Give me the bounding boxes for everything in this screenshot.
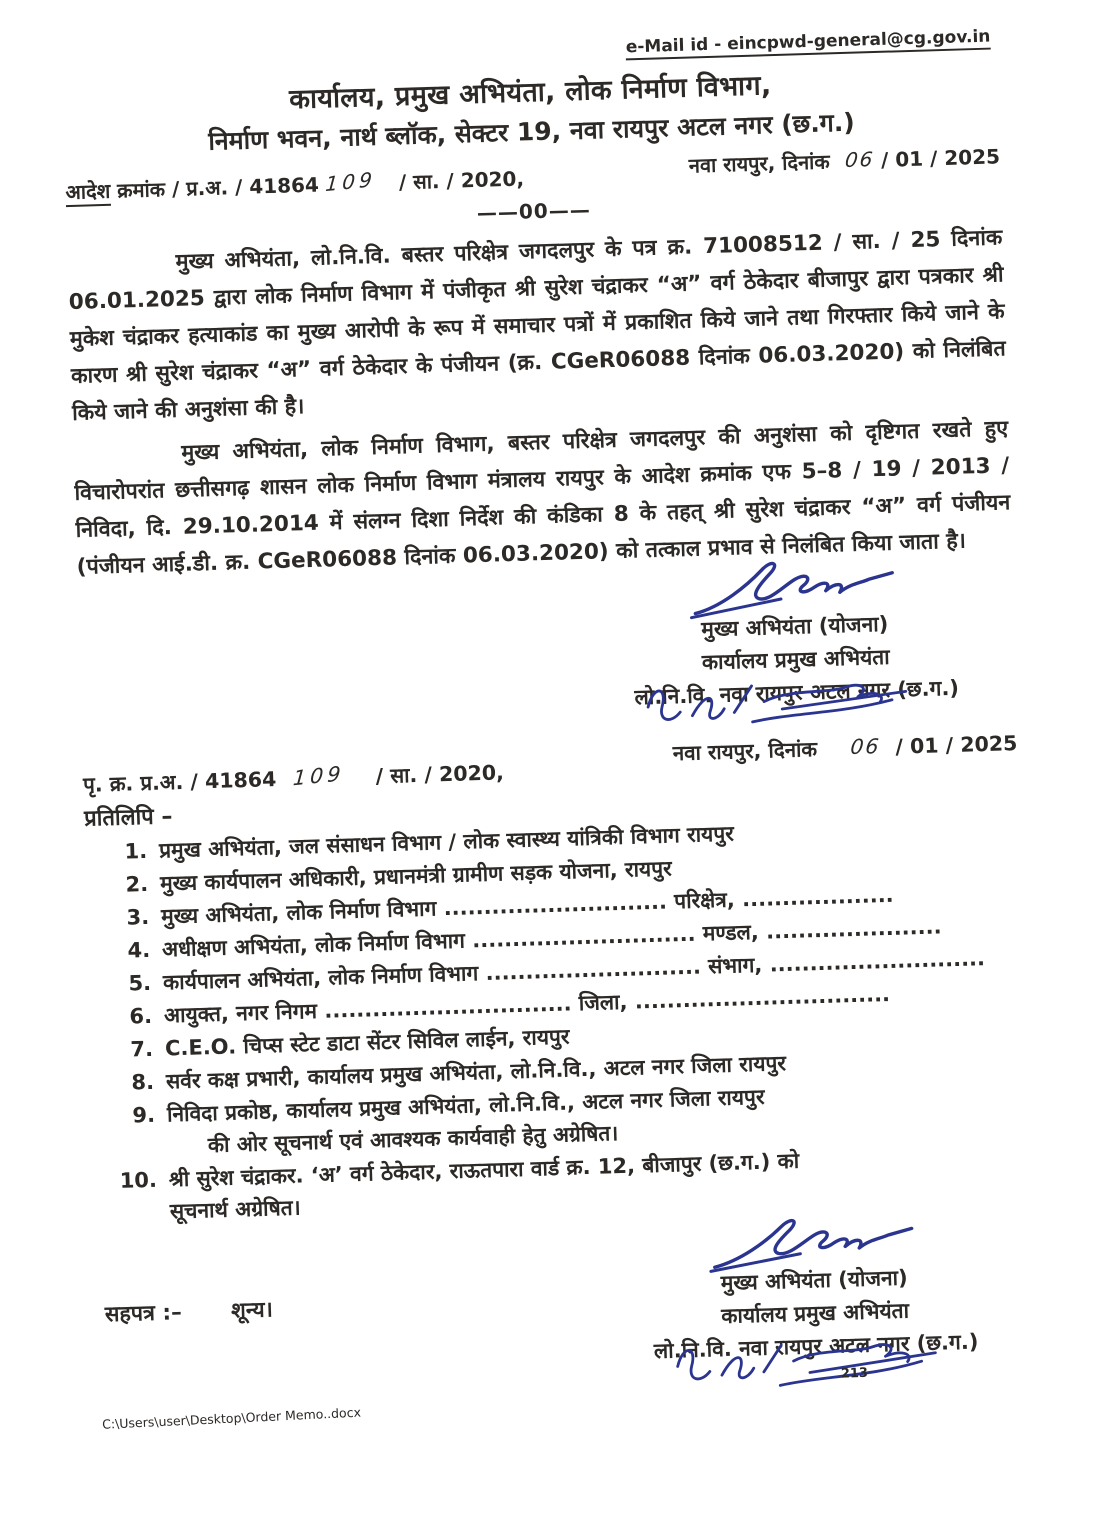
copies-heading: प्रतिलिपि – [83,804,173,832]
enclosure-line [98,1294,273,1328]
copy-item-rest: प्रधानमंत्री ग्रामीण सड़क योजना, रायपुर [373,856,673,890]
copy-item-lead: सर्वर कक्ष प्रभारी, [165,1065,301,1094]
copy-item-number: 5. [128,970,152,996]
order-number-suffix: / सा. / 2020, [398,166,525,195]
office-title-line-1: कार्यालय, प्रमुख अभियंता, लोक निर्माण विभाग, [288,70,772,116]
signatory-designation: मुख्य अभियंता (योजना) [700,611,889,642]
signatory-designation: मुख्य अभियंता (योजना) [720,1265,908,1296]
copy-item-lead: C.E.O. [164,1034,237,1061]
copy-item-lead: मुख्य कार्यपालन अधिकारी, [159,865,368,896]
page-number: 213 [840,1365,869,1382]
order-number-prefix: क्रमांक / प्र.अ. / 41864 [116,172,320,203]
order-label: आदेश [65,179,110,207]
copy-item-rest: नगर निगम ............................... जिला, ................................ [235,981,891,1026]
copy-item-number: 7. [130,1036,154,1062]
signature-block-1 [578,548,1012,716]
copy-item-rest: लोक निर्माण विभाग ........................... संभाग, ........................... [328,946,986,990]
copy-item-number: 4. [127,937,151,963]
section-separator: ——00—— [476,197,592,225]
copy-item-rest: कार्यालय प्रमुख अभियंता, लो.नि.वि., अटल नगर जिला रायपुर [285,1084,765,1123]
issue-date-rest: / 01 / 2025 [880,144,1001,172]
signatory-office-line-2: लो.नि.वि. नवा रायपुर अटल नगर (छ.ग.) [634,675,960,710]
copy-item-lead: मुख्य अभियंता, [160,901,280,929]
ref-number-prefix: पृ. क्र. प्र.अ. / 41864 [82,767,277,797]
copy-item-number: 8. [131,1069,155,1095]
ref-number-handwritten: 109 [292,761,346,791]
copy-item-rest: कार्यालय प्रमुख अभियंता, लो.नि.वि., अटल नगर जिला रायपुर [307,1051,787,1090]
copy-item-rest: ‘अ’ वर्ग ठेकेदार, राऊतपारा वार्ड क्र. 12, बीजापुर (छ.ग.) को [310,1148,800,1188]
copy-item-continuation: की ओर सूचनार्थ एवं आवश्यक कार्यवाही हेतु अग्रेषित। [207,1121,619,1158]
page-footer [101,1365,1037,1432]
body-paragraph-2: मुख्य अभियंता, लोक निर्माण विभाग, बस्तर परिक्षेत्र जगदलपुर की अनुशंसा को दृष्टिगत रखते हुए विचारोपरांत छत्तीसगढ़ शासन लोक निर्माण विभाग मंत्रालय रायपुर के आदेश क्रमांक एफ 5–8 / 19 / 2013 / निविदा, दि. 29.10.2014 में संलग्न दिशा निर्देश की कंडिका 8 के तहत् श्री सुरेश चंद्राकर “अ” वर्ग पंजीयन (पंजीयन आई.डी. क्र. CGeR06088 दिनांक 06.03.2020) को तत्काल प्रभाव से निलंबित किया जाता है। [74,416,1011,580]
ref-place-date [672,729,1017,767]
signature-block-2 [597,1206,1031,1370]
signatory-office-line-2: लो.नि.वि. नवा रायपुर अटल नगर (छ.ग.) [653,1329,979,1364]
enclosure-label: सहपत्र :– [104,1300,183,1328]
office-title-line-2: निर्माण भवन, नार्थ ब्लॉक, सेक्टर 19, नवा रायपुर अटल नगर (छ.ग.) [207,107,856,156]
issue-place-date [688,142,1000,178]
issue-place-text: नवा रायपुर, दिनांक [688,149,830,178]
footer-file-path: C:\Users\user\Desktop\Order Memo..docx [101,1404,362,1432]
copy-item-number: 3. [126,904,150,930]
copy-item-lead: प्रमुख अभियंता, [158,834,283,863]
closing-section [96,1206,1035,1385]
issue-date-day-handwritten: 06 [843,147,876,172]
signatory-office-line-1: कार्यालय प्रमुख अभियंता [701,644,890,675]
scanned-order-document [60,0,1037,1430]
copy-item-number: 6. [129,1003,153,1029]
copy-item-lead: श्री सुरेश चंद्राकर. [168,1163,304,1192]
copy-item-number: 10. [119,1167,158,1193]
copy-item-lead: निविदा प्रकोष्ठ, [166,1099,280,1127]
body-paragraph-1: मुख्य अभियंता, लो.नि.वि. बस्तर परिक्षेत्र जगदलपुर के पत्र क्र. 71008512 / सा. / 25 दिनांक 06.01.2025 द्वारा लोक निर्माण विभाग में पंजीकृत श्री सुरेश चंद्राकर “अ” वर्ग ठेकेदार बीजापुर द्वारा पत्रकार श्री मुकेश चंद्राकर हत्याकांड का मुख्य आरोपी के रूप में समाचार पत्रों में प्रकाशित किये जाने तथा गिरफ्तार किये जाने के कारण श्री सुरेश चंद्राकर “अ” वर्ग ठेकेदार के पंजीयन (क्र. CGeR06088 दिनांक 06.03.2020) को निलंबित किये जाने की अनुशंसा की है। [68,225,1007,426]
order-number-handwritten: 109 [324,167,378,197]
copy-item-lead: कार्यपालन अभियंता, [162,965,322,995]
copy-item-continuation: सूचनार्थ अग्रेषित। [169,1195,301,1224]
enclosure-value: शून्य। [230,1297,274,1324]
copy-item-lead: आयुक्त, [163,1001,230,1028]
email-text: e-Mail id - eincpwd-general@cg.gov.in [626,27,991,61]
ref-date-day-handwritten: 06 [848,734,882,760]
copy-item-number: 1. [124,838,148,864]
copy-item-rest: लोक निर्माण विभाग ............................ मण्डल, ...................... [314,914,942,957]
copy-list [85,809,1031,1230]
ref-date-rest: / 01 / 2025 [895,731,1018,759]
ref-place-text: नवा रायपुर, दिनांक [672,737,818,766]
copy-item-rest: लोक निर्माण विभाग ............................ परिक्षेत्र, ................... [286,882,894,925]
copy-item-rest: चिप्स स्टेट डाटा सेंटर सिविल लाईन, रायपुर [243,1024,570,1059]
copy-item-lead: अधीक्षण अभियंता, [161,933,309,962]
copy-item-number: 2. [125,871,149,897]
order-number [65,164,524,205]
copy-item-number: 9. [132,1102,156,1128]
ref-number-suffix: / सा. / 2020, [375,760,505,789]
signatory-office-line-1: कार्यालय प्रमुख अभियंता [720,1298,910,1329]
copy-item-rest: जल संसाधन विभाग / लोक स्वास्थ्य यांत्रिकी विभाग रायपुर [288,821,735,859]
